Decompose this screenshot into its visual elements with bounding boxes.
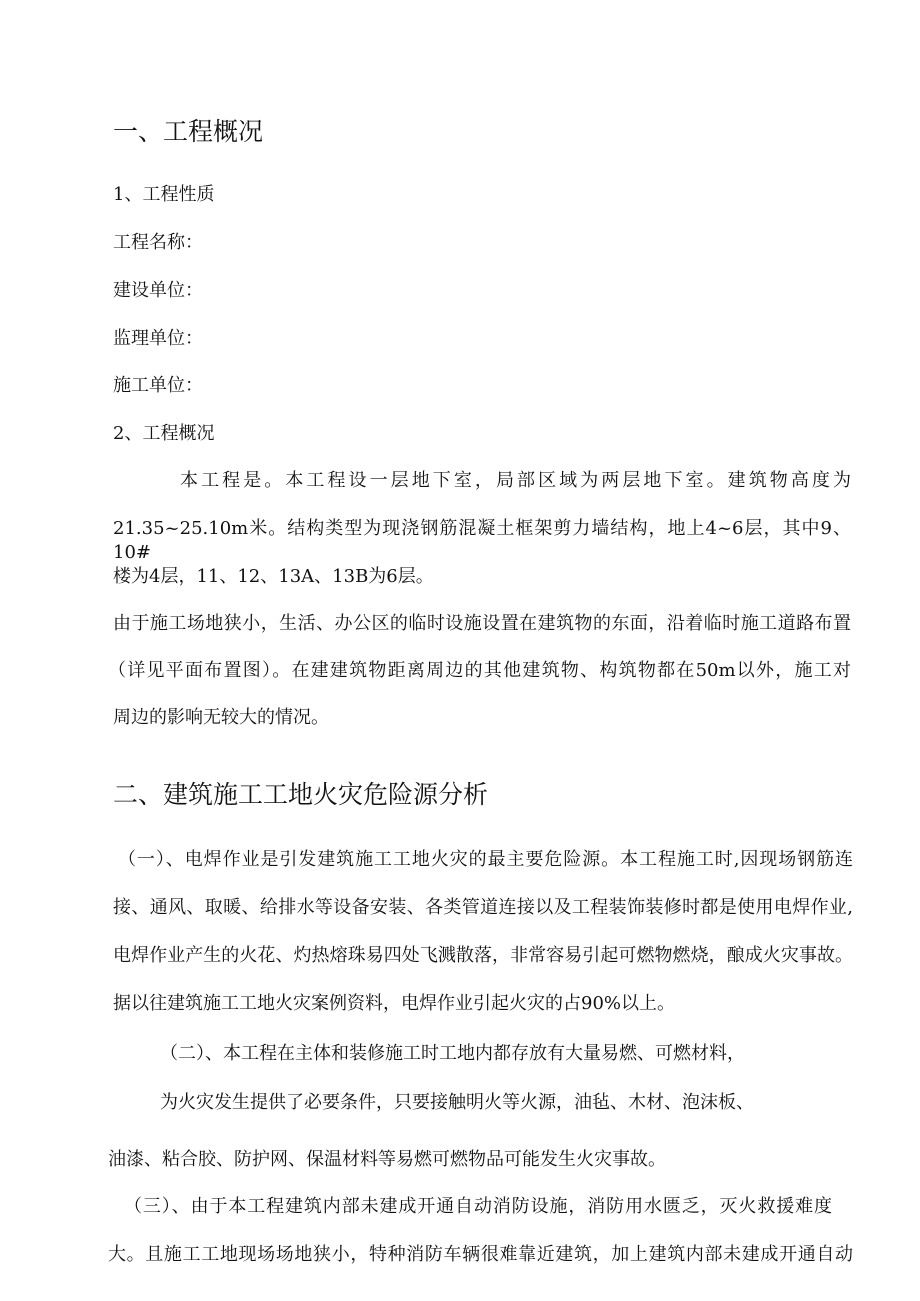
field-supervision-unit: 监理单位： xyxy=(113,328,203,349)
field-project-name: 工程名称： xyxy=(113,232,203,253)
subsection-heading: 2、工程概况 xyxy=(113,423,215,444)
paragraph-line: （一）、电焊作业是引发建筑施工工地火灾的最主要危险源。本工程施工时,因现场钢筋连 xyxy=(118,849,853,870)
section-heading: 一、工程概况 xyxy=(113,117,264,146)
paragraph-line: 周边的影响无较大的情况。 xyxy=(113,707,329,728)
paragraph-line: 楼为4层，11、12、13A、13B为6层。 xyxy=(113,566,434,587)
field-construction-unit: 建设单位： xyxy=(113,280,203,301)
subsection-heading: 1、工程性质 xyxy=(113,184,215,205)
paragraph-line: （二）、本工程在主体和装修施工时工地内都存放有大量易燃、可燃材料， xyxy=(160,1043,745,1064)
field-builder-unit: 施工单位： xyxy=(113,375,203,396)
paragraph-line: 为火灾发生提供了必要条件，只要接触明火等火源，油毡、木材、泡沫板、 xyxy=(160,1092,754,1113)
paragraph-line: 大。且施工工地现场场地狭小，特种消防车辆很难靠近建筑，加上建筑内部未建成开通自动 xyxy=(108,1244,853,1265)
paragraph-line: 油漆、粘合胶、防护网、保温材料等易燃可燃物品可能发生火灾事故。 xyxy=(108,1149,666,1170)
paragraph-line: 接、通风、取暖、给排水等设备安装、各类管道连接以及工程装饰装修时都是使用电焊作业, xyxy=(113,897,853,918)
paragraph-line: 电焊作业产生的火花、灼热熔珠易四处飞溅散落，非常容易引起可燃物燃烧，酿成火灾事故。 xyxy=(113,945,853,966)
paragraph-line: 本工程是。本工程设一层地下室，局部区域为两层地下室。建筑物高度为 xyxy=(180,470,851,491)
paragraph-line: 21.35~25.10m米。结构类型为现浇钢筋混凝土框架剪力墙结构，地上4~6层，其中9、10# xyxy=(113,518,851,563)
paragraph-line: （三）、由于本工程建筑内部未建成开通自动消防设施，消防用水匮乏，灭火救援难度 xyxy=(124,1196,832,1217)
section-heading: 二、建筑施工工地火灾危险源分析 xyxy=(113,780,489,809)
paragraph-line: 由于施工场地狭小，生活、办公区的临时设施设置在建筑物的东面，沿着临时施工道路布置 xyxy=(113,613,851,634)
paragraph-line: （详见平面布置图）。在建建筑物距离周边的其他建筑物、构筑物都在50m以外，施工对 xyxy=(108,660,851,681)
paragraph-line: 据以往建筑施工工地火灾案例资料，电焊作业引起火灾的占90%以上。 xyxy=(113,993,676,1014)
